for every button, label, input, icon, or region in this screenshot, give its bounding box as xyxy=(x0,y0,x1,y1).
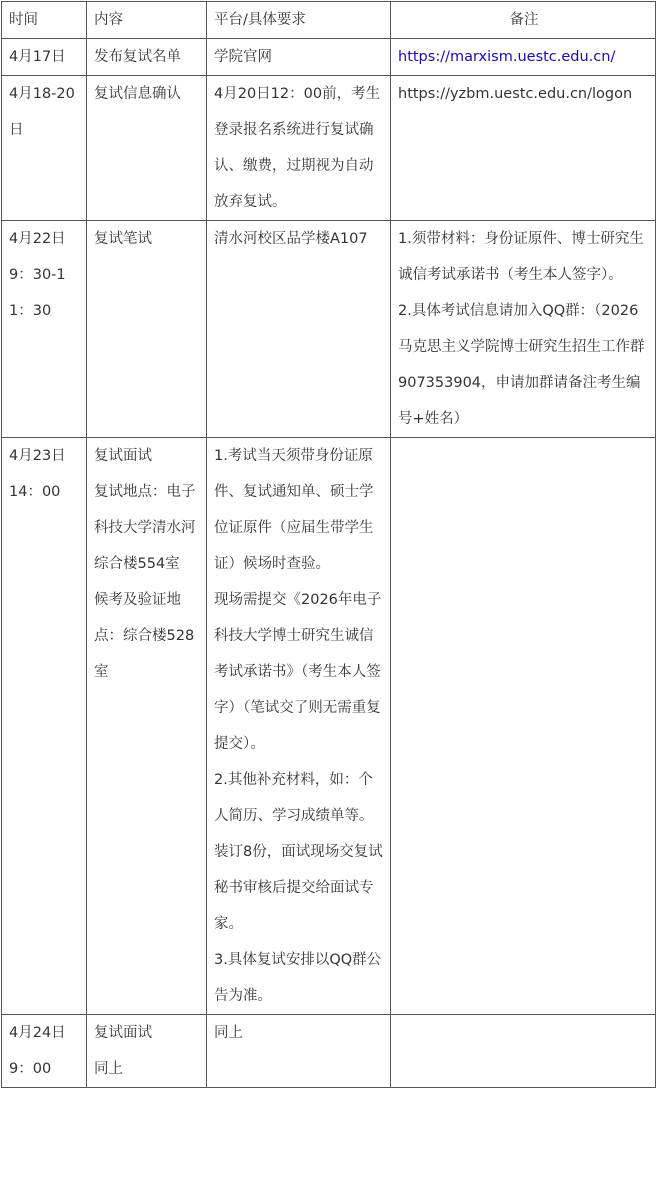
cell-content xyxy=(87,221,207,438)
time-range: 9：00 xyxy=(9,1061,52,1077)
time-date: 4月24日 xyxy=(9,1025,66,1041)
platform-text: 学院官网 xyxy=(214,49,272,65)
cell-time xyxy=(2,438,87,1015)
marxism-site-link[interactable]: https://marxism.uestc.edu.cn/ xyxy=(398,49,616,65)
header-content: 内容 xyxy=(87,2,207,39)
platform-text: 同上 xyxy=(214,1025,243,1041)
cell-remark xyxy=(391,39,656,76)
table-row xyxy=(2,76,656,221)
content-text: 发布复试名单 xyxy=(94,49,181,65)
content-waiting-location: 候考及验证地点：综合楼528室 xyxy=(94,592,195,680)
cell-content xyxy=(87,1015,207,1088)
cell-time xyxy=(2,39,87,76)
table-row xyxy=(2,438,656,1015)
cell-content xyxy=(87,39,207,76)
table-row xyxy=(2,39,656,76)
content-title: 复试面试 xyxy=(94,1025,152,1041)
cell-time xyxy=(2,221,87,438)
platform-item-submit: 现场需提交《2026年电子科技大学博士研究生诚信考试承诺书》（考生本人签字）（笔试交了则无需重复提交）。 xyxy=(214,592,382,752)
cell-time xyxy=(2,1015,87,1088)
platform-item-1: 1.考试当天须带身份证原件、复试通知单、硕士学位证原件（应届生带学生证）候场时查验。 xyxy=(214,448,374,572)
cell-platform xyxy=(207,221,391,438)
remark-qq-group: 2.具体考试信息请加入QQ群：（2026马克思主义学院博士研究生招生工作群907353904，申请加群请备注考生编号+姓名） xyxy=(398,303,645,427)
table-row xyxy=(2,221,656,438)
time-text: 4月17日 xyxy=(9,49,66,65)
platform-text: 清水河校区品学楼A107 xyxy=(214,231,368,247)
content-title: 复试面试 xyxy=(94,448,152,464)
cell-platform xyxy=(207,39,391,76)
remark-materials: 1.须带材料：身份证原件、博士研究生诚信考试承诺书（考生本人签字）。 xyxy=(398,231,644,283)
cell-remark xyxy=(391,221,656,438)
time-date: 4月22日 xyxy=(9,231,66,247)
time-range: 9：30-11：30 xyxy=(9,267,66,319)
header-row xyxy=(2,2,656,39)
time-date: 4月23日 xyxy=(9,448,66,464)
time-text: 4月18-20日 xyxy=(9,86,75,138)
registration-url: https://yzbm.uestc.edu.cn/logon xyxy=(398,86,633,102)
time-range: 14：00 xyxy=(9,484,61,500)
cell-remark xyxy=(391,438,656,1015)
cell-platform xyxy=(207,76,391,221)
header-platform: 平台/具体要求 xyxy=(207,2,391,39)
cell-content xyxy=(87,76,207,221)
content-text: 复试信息确认 xyxy=(94,86,181,102)
platform-item-2: 2.其他补充材料，如：个人简历、学习成绩单等。装订8份，面试现场交复试秘书审核后提交给面试专家。 xyxy=(214,772,383,932)
cell-time xyxy=(2,76,87,221)
platform-item-3: 3.具体复试安排以QQ群公告为准。 xyxy=(214,952,382,1004)
content-text: 复试笔试 xyxy=(94,231,152,247)
platform-text: 4月20日12：00前，考生登录报名系统进行复试确认、缴费，过期视为自动放弃复试。 xyxy=(214,86,381,210)
table-row xyxy=(2,1015,656,1088)
content-same: 同上 xyxy=(94,1061,123,1077)
content-location: 复试地点：电子科技大学清水河综合楼554室 xyxy=(94,484,196,572)
cell-remark xyxy=(391,1015,656,1088)
cell-remark xyxy=(391,76,656,221)
cell-platform xyxy=(207,1015,391,1088)
header-remark: 备注 xyxy=(391,2,656,39)
cell-content xyxy=(87,438,207,1015)
schedule-table xyxy=(1,1,656,1088)
cell-platform xyxy=(207,438,391,1015)
header-time: 时间 xyxy=(2,2,87,39)
